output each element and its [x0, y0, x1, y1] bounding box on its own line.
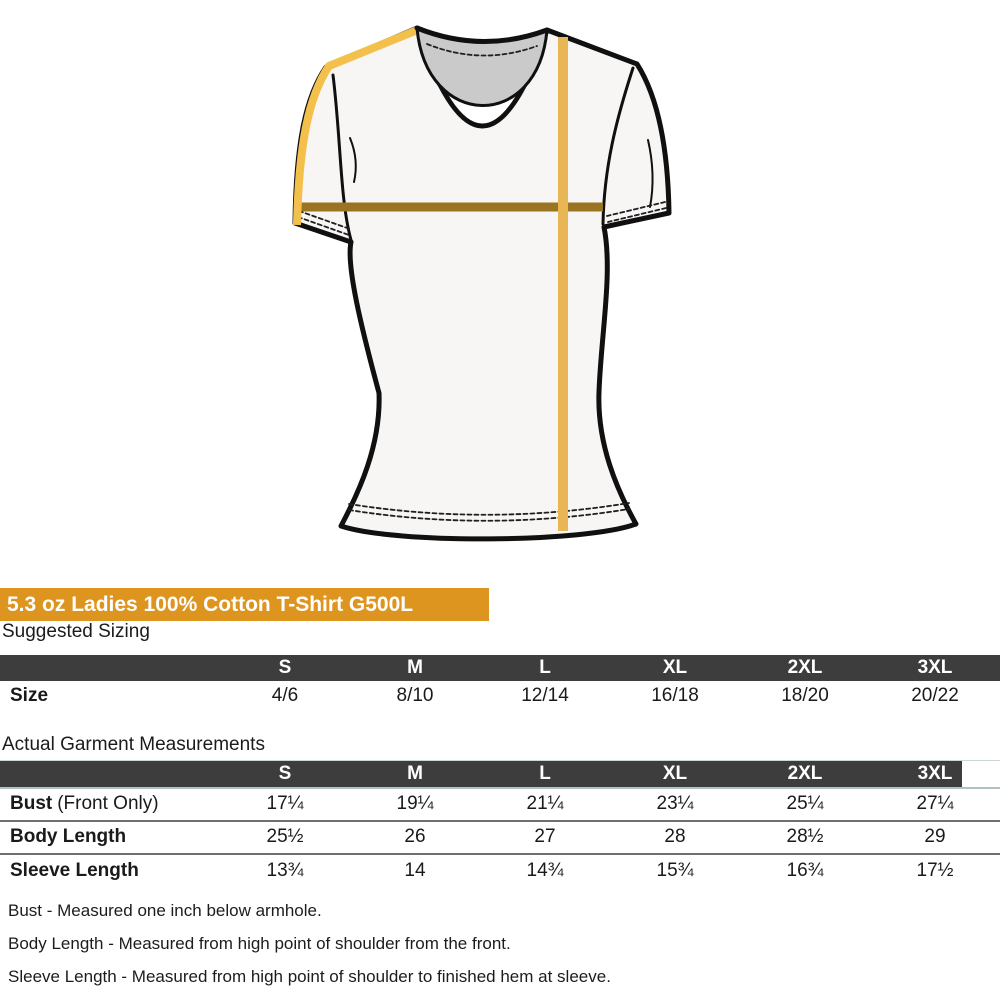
size-column-header: L	[539, 762, 551, 784]
measurement-value-cell: 28½	[786, 826, 824, 847]
size-column-header: S	[278, 762, 292, 784]
size-row-label: Size	[10, 685, 49, 706]
suggested-sizing-table	[0, 655, 1000, 711]
body-length-row-label	[0, 821, 220, 854]
measurement-value-cell: 23¼	[656, 793, 694, 814]
size-column-header: 3XL	[917, 762, 953, 784]
measurement-value-cell: 17¼	[266, 793, 304, 814]
sleeve-length-row-label	[0, 854, 220, 887]
measurement-value-cell: 27	[534, 826, 556, 847]
measurement-value-cell: 27¼	[916, 793, 954, 814]
actual-measurements-label: Actual Garment Measurements	[2, 734, 265, 755]
size-column-header: XL	[662, 762, 688, 784]
measurements-header-row	[0, 761, 1000, 788]
measurement-value-cell: 14¾	[526, 859, 564, 881]
actual-measurements-table	[0, 760, 1000, 887]
row-label-text: Sleeve Length	[10, 859, 139, 881]
size-column-header: M	[407, 657, 423, 678]
measurement-notes	[8, 901, 611, 1000]
bust-row-label	[0, 788, 220, 821]
size-value-cell: 16/18	[651, 685, 699, 706]
suggested-sizing-header-row	[0, 655, 1000, 681]
size-column-header: 3XL	[917, 657, 953, 678]
size-value-cell: 18/20	[781, 685, 829, 706]
size-row	[0, 681, 1000, 711]
measurement-value-cell: 21¼	[526, 793, 564, 814]
size-value-cell: 8/10	[396, 685, 434, 706]
size-column-header: S	[278, 657, 292, 678]
suggested-sizing-label: Suggested Sizing	[2, 621, 150, 642]
measurement-value-cell: 29	[924, 826, 946, 847]
size-value-cell: 12/14	[521, 685, 569, 706]
measurement-value-cell: 25¼	[786, 793, 824, 814]
bust-note: Bust - Measured one inch below armhole.	[8, 901, 322, 920]
body-length-row	[0, 821, 1000, 854]
body-length-note: Body Length - Measured from high point of shoulder from the front.	[8, 934, 511, 953]
size-value-cell: 4/6	[271, 685, 299, 706]
product-title: 5.3 oz Ladies 100% Cotton T-Shirt G500L	[7, 593, 414, 616]
measurement-value-cell: 13¾	[266, 859, 304, 881]
measurement-value-cell: 17½	[916, 859, 954, 881]
measurement-value-cell: 15¾	[656, 859, 694, 881]
row-label-suffix: (Front Only)	[57, 793, 159, 814]
sleeve-length-note: Sleeve Length - Measured from high point of shoulder to finished hem at sleeve.	[8, 967, 611, 986]
measurement-value-cell: 26	[404, 826, 426, 847]
size-value-cell: 20/22	[911, 685, 959, 706]
measurement-value-cell: 28	[664, 826, 686, 847]
size-column-header: M	[407, 762, 423, 784]
size-column-header: 2XL	[787, 657, 823, 678]
corner-cell	[0, 655, 220, 681]
corner-cell	[0, 761, 220, 788]
row-label-text: Body Length	[10, 826, 127, 847]
size-column-header: L	[539, 657, 551, 678]
measurement-value-cell: 14	[404, 859, 426, 881]
product-title-bar	[0, 588, 489, 621]
measurement-value-cell: 25½	[266, 826, 304, 847]
size-column-header: XL	[662, 657, 688, 678]
measurement-value-cell: 16¾	[786, 859, 824, 881]
size-column-header: 2XL	[787, 762, 823, 784]
sleeve-length-row	[0, 854, 1000, 887]
row-label-text: Bust	[10, 793, 53, 814]
measurement-value-cell: 19¼	[396, 793, 434, 814]
bust-row	[0, 788, 1000, 821]
